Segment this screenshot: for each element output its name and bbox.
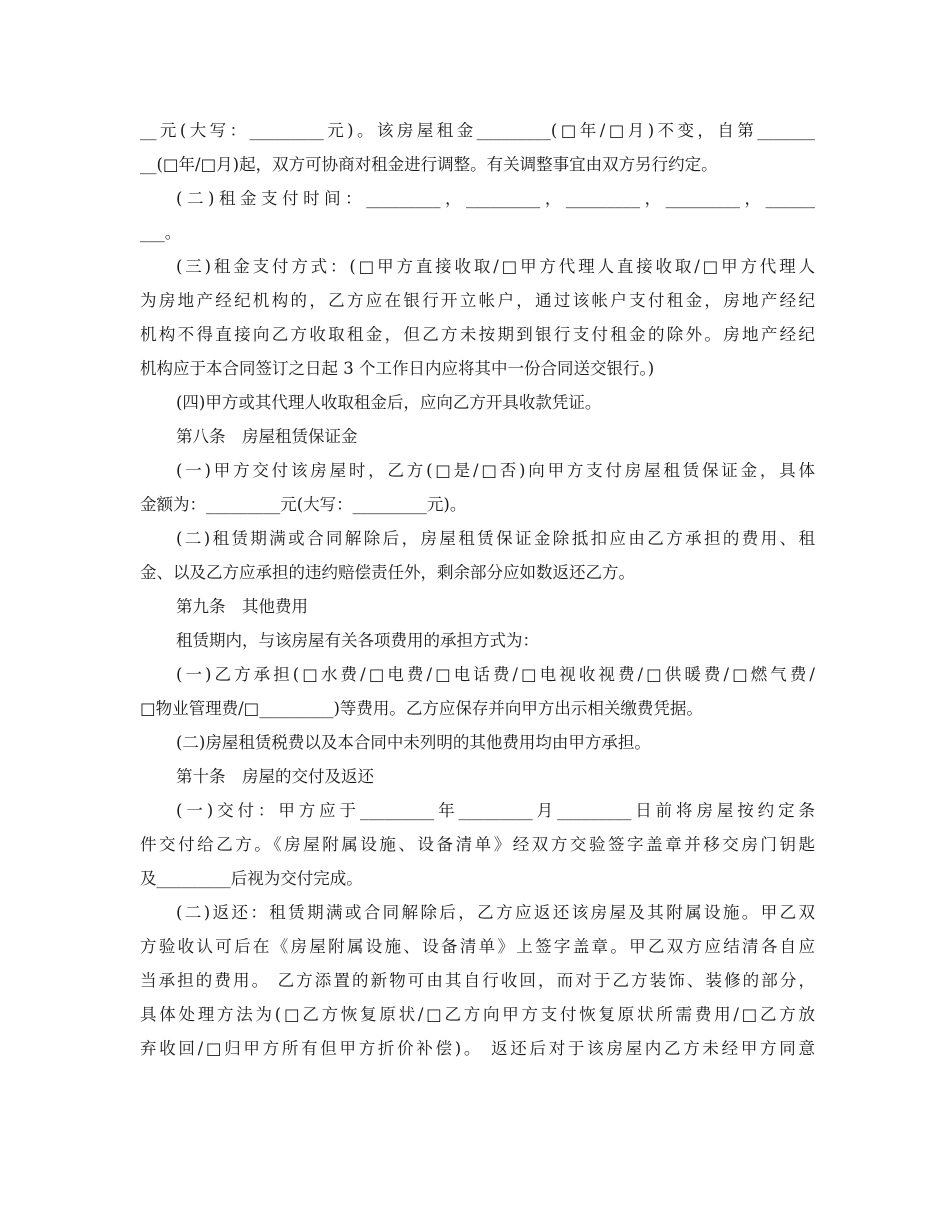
text-line: 机构不得直接向乙方收取租金，但乙方未按期到银行支付租金的除外。房地产经纪 <box>140 325 815 344</box>
text-line: 为房地产经纪机构的，乙方应在银行开立帐户，通过该帐户支付租金，房地产经纪 <box>140 291 815 310</box>
text-line: 具体处理方法为(□乙方恢复原状/□乙方向甲方支付恢复原状所需费用/□乙方放 <box>140 1005 815 1024</box>
text-line: (四)甲方或其代理人收取租金后，应向乙方开具收款凭证。 <box>176 393 602 412</box>
text-line: 及_________后视为交付完成。 <box>140 869 363 888</box>
text-line: 当承担的费用。 乙方添置的新物可由其自行收回，而对于乙方装饰、装修的部分， <box>140 971 815 990</box>
text-line: __(□年/□月)起，双方可协商对租金进行调整。有关调整事宜由双方另行约定。 <box>140 155 718 174</box>
text-line: __元(大写：_________元)。该房屋租金_________(□年/□月)不变，自第_______ <box>140 121 815 140</box>
article-heading: 第十条 房屋的交付及返还 <box>176 767 374 786</box>
text-line: 金、以及乙方应承担的违约赔偿责任外，剩余部分应如数返还乙方。 <box>140 563 635 582</box>
text-line: (二)返还：租赁期满或合同解除后，乙方应返还该房屋及其附属设施。甲乙双 <box>176 903 815 922</box>
text-line: (一)乙方承担(□水费/□电费/□电话费/□电视收视费/□供暖费/□燃气费/ <box>176 665 815 684</box>
text-line: 金额为：_________元(大写：_________元)。 <box>140 495 467 514</box>
article-heading: 第九条 其他费用 <box>176 597 308 616</box>
text-line: 弃收回/□归甲方所有但甲方折价补偿)。 返还后对于该房屋内乙方未经甲方同意 <box>140 1039 815 1058</box>
text-line: (一)甲方交付该房屋时，乙方(□是/□否)向甲方支付房屋租赁保证金，具体 <box>176 461 815 480</box>
text-line: (三)租金支付方式：(□甲方直接收取/□甲方代理人直接收取/□甲方代理人 <box>176 257 815 276</box>
text-line: 件交付给乙方。《房屋附属设施、设备清单》经双方交验签字盖章并移交房门钥匙 <box>140 835 815 854</box>
text-line: 租赁期内，与该房屋有关各项费用的承担方式为： <box>176 631 539 650</box>
contract-body <box>140 114 815 1066</box>
text-line: (二)房屋租赁税费以及本合同中未列明的其他费用均由甲方承担。 <box>176 733 651 752</box>
text-line: 机构应于本合同签订之日起 3 个工作日内应将其中一份合同送交银行。) <box>140 359 655 378</box>
text-line: (二)租金支付时间：_________，_________，_________，_________，______ <box>176 189 815 208</box>
article-heading: 第八条 房屋租赁保证金 <box>176 427 358 446</box>
text-line: □物业管理费/□_________)等费用。乙方应保存并向甲方出示相关缴费凭据。 <box>140 699 703 718</box>
text-line: 方验收认可后在《房屋附属设施、设备清单》上签字盖章。甲乙双方应结清各自应 <box>140 937 815 956</box>
text-line: (一)交付：甲方应于_________年_________月_________日前将房屋按约定条 <box>176 801 815 820</box>
text-line: (二)租赁期满或合同解除后，房屋租赁保证金除抵扣应由乙方承担的费用、租 <box>176 529 815 548</box>
text-line: ___。 <box>140 223 182 242</box>
